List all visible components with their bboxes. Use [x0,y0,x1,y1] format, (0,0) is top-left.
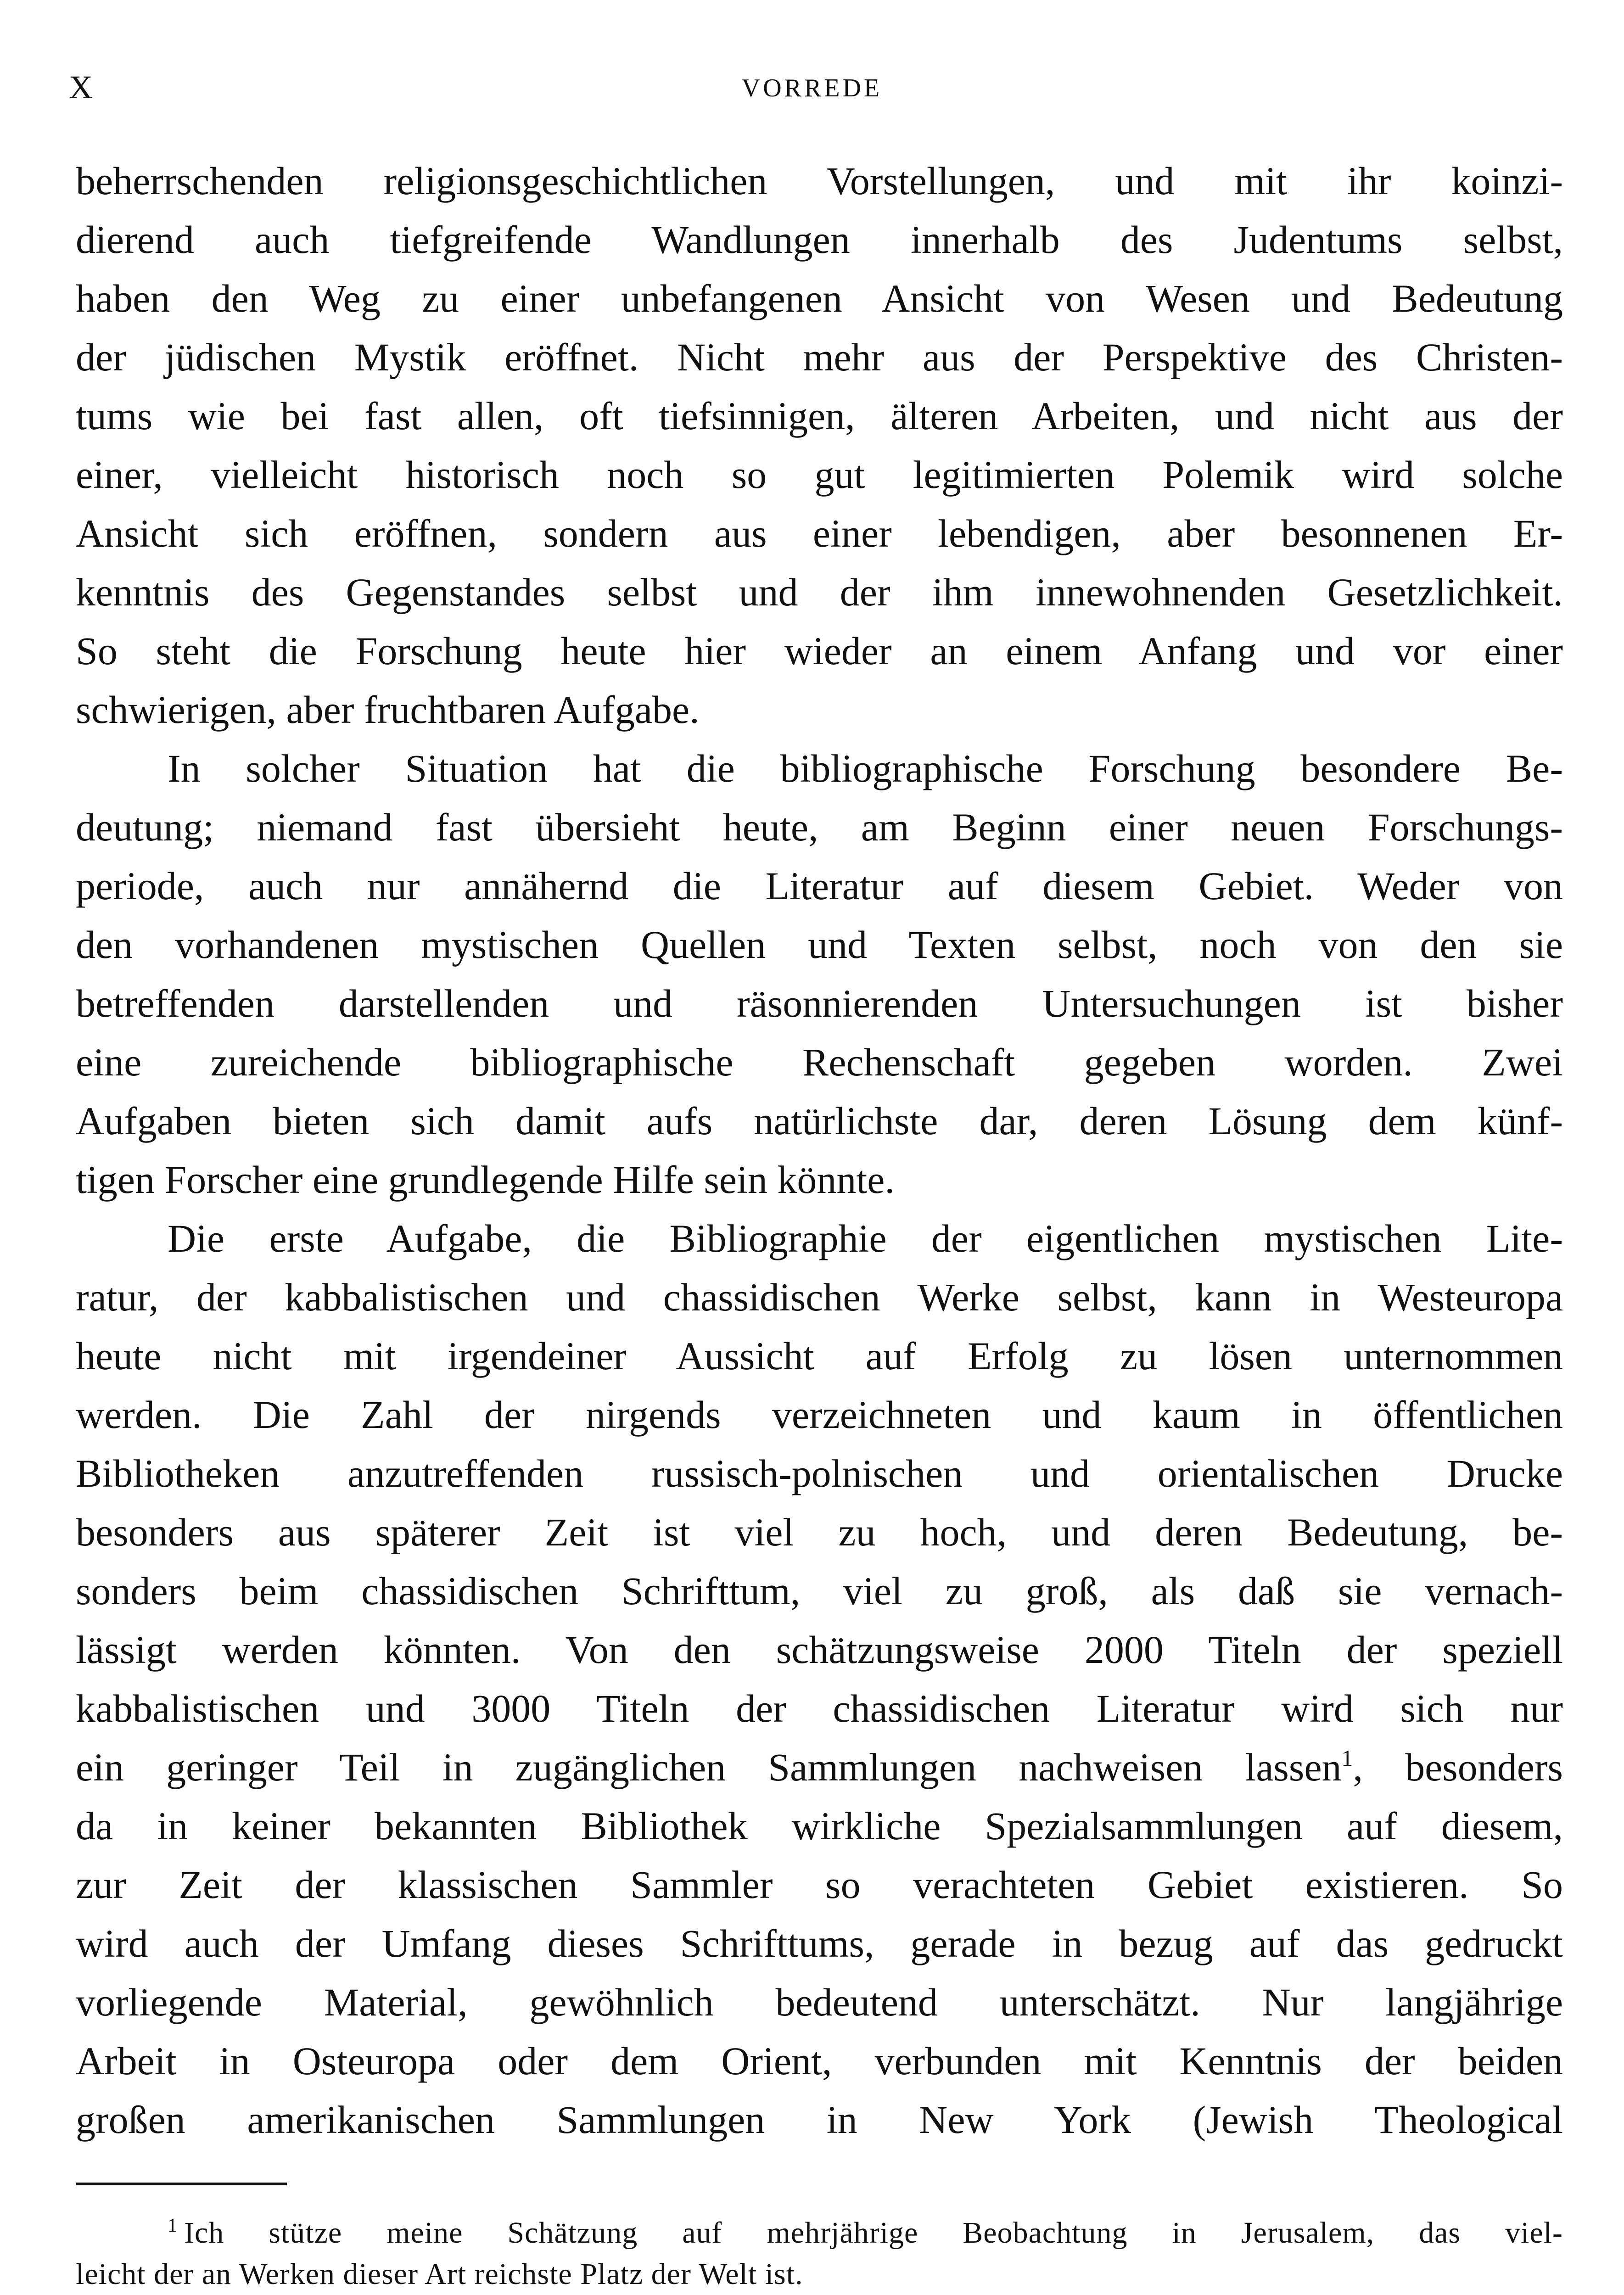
text-line: kabbalistischen und 3000 Titeln der chassidischen Literatur wird sich nur [76,1686,1563,1730]
paragraph [76,739,1563,1209]
text-line: tigen Forscher eine grundlegende Hilfe sein könnte. [76,1158,895,1202]
text-line: Aufgaben bieten sich damit aufs natürlichste dar, deren Lösung dem künf- [76,1099,1563,1143]
running-head: VORREDE [741,74,883,102]
text-line: Die erste Aufgabe, die Bibliographie der eigentlichen mystischen Lite- [168,1216,1563,1260]
text-line: ratur, der kabbalistischen und chassidischen Werke selbst, kann in Westeuropa [76,1275,1563,1319]
footnote-divider [76,2183,287,2185]
footnote-mark: 1 [168,2215,178,2236]
text-line: haben den Weg zu einer unbefangenen Ansicht von Wesen und Bedeutung [76,276,1563,320]
text-line: vorliegende Material, gewöhnlich bedeutend unterschätzt. Nur langjährige [76,1980,1563,2024]
text-line: zur Zeit der klassischen Sammler so verachteten Gebiet existieren. So [76,1863,1563,1907]
text-line: periode, auch nur annähernd die Literatur auf diesem Gebiet. Weder von [76,864,1563,908]
text-line: da in keiner bekannten Bibliothek wirkliche Spezialsammlungen auf diesem, [76,1804,1563,1848]
footnote-text: Ich stütze meine Schätzung auf mehrjährige Beobachtung in Jerusalem, das viel- [184,2216,1563,2250]
page-number: X [69,69,93,106]
text-line: sonders beim chassidischen Schrifttum, viel zu groß, als daß sie vernach- [76,1569,1563,1613]
text-line [76,1738,1563,1797]
text-line: tums wie bei fast allen, oft tiefsinnigen, älteren Arbeiten, und nicht aus der [76,394,1563,438]
footnote-line [76,2212,1563,2254]
text-line: eine zureichende bibliographische Rechenschaft gegeben worden. Zwei [76,1040,1563,1084]
footnote-reference[interactable]: 1 [1341,1745,1353,1771]
text-line: In solcher Situation hat die bibliographische Forschung besondere Be- [168,746,1563,790]
text-line: heute nicht mit irgendeiner Aussicht auf Erfolg zu lösen unternommen [76,1334,1563,1378]
text-line: der jüdischen Mystik eröffnet. Nicht mehr aus der Perspektive des Christen- [76,335,1563,379]
text-segment: ein geringer Teil in zugänglichen Sammlungen nachweisen lassen [76,1745,1342,1789]
paragraph [76,151,1563,739]
text-line: deutung; niemand fast übersieht heute, am Beginn einer neuen Forschungs- [76,805,1563,849]
text-line: beherrschenden religionsgeschichtlichen Vorstellungen, und mit ihr koinzi- [76,159,1563,203]
text-line: Bibliotheken anzutreffenden russisch-polnischen und orientalischen Drucke [76,1451,1563,1495]
paragraph [76,1209,1563,2149]
text-line: Arbeit in Osteuropa oder dem Orient, verbunden mit Kenntnis der beiden [76,2039,1563,2083]
text-line: betreffenden darstellenden und räsonnierenden Untersuchungen ist bisher [76,981,1563,1025]
footnotes [76,2212,1563,2295]
footnote-line: leicht der an Werken dieser Art reichste Platz der Welt ist. [76,2257,803,2291]
text-line: Ansicht sich eröffnen, sondern aus einer lebendigen, aber besonnenen Er- [76,511,1563,555]
text-line: wird auch der Umfang dieses Schrifttums, gerade in bezug auf das gedruckt [76,1921,1563,1965]
text-line: einer, vielleicht historisch noch so gut legitimierten Polemik wird solche [76,453,1563,497]
text-segment: , besonders [1353,1745,1563,1789]
text-line: besonders aus späterer Zeit ist viel zu hoch, und deren Bedeutung, be- [76,1510,1563,1554]
text-line: lässigt werden könnten. Von den schätzungsweise 2000 Titeln der speziell [76,1628,1563,1672]
body-text [76,151,1563,2149]
text-line: kenntnis des Gegenstandes selbst und der ihm innewohnenden Gesetzlichkeit. [76,570,1563,614]
text-line: schwierigen, aber fruchtbaren Aufgabe. [76,688,700,732]
text-line: den vorhandenen mystischen Quellen und Texten selbst, noch von den sie [76,923,1563,967]
text-line: werden. Die Zahl der nirgends verzeichneten und kaum in öffentlichen [76,1393,1563,1437]
text-line: So steht die Forschung heute hier wieder an einem Anfang und vor einer [76,629,1563,673]
text-line: dierend auch tiefgreifende Wandlungen innerhalb des Judentums selbst, [76,218,1563,262]
text-line: großen amerikanischen Sammlungen in New York (Jewish Theological [76,2098,1563,2142]
